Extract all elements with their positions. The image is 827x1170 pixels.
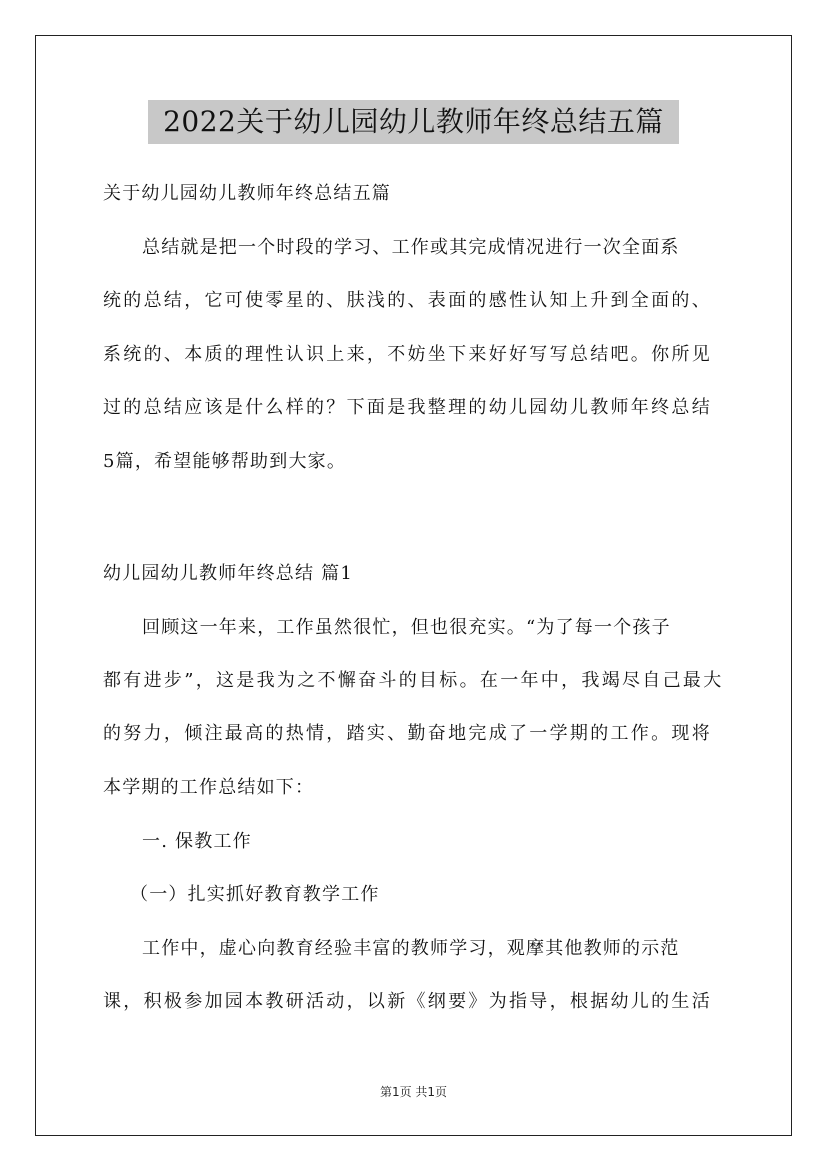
intro-line-3: 系统的、本质的理性认识上来，不妨坐下来好好写写总结吧。你所见 [103,344,712,365]
heading-baojiao: 一. 保教工作 [142,831,252,852]
intro-line-2: 统的总结，它可使零星的、肤浅的、表面的感性认知上升到全面的、 [103,290,712,311]
section-line-1: 回顾这一年来，工作虽然很忙，但也很充实。“为了每一个孩子 [142,617,671,638]
section-line-2: 都有进步”，这是我为之不懈奋斗的目标。在一年中，我竭尽自己最大 [103,670,724,691]
intro-line-1: 总结就是把一个时段的学习、工作或其完成情况进行一次全面系 [142,237,680,258]
heading-jiaoyu: （一）扎实抓好教育教学工作 [130,884,380,905]
section-line-3: 的努力，倾注最高的热情，踏实、勤奋地完成了一学期的工作。现将 [103,723,712,744]
document-title: 2022关于幼儿园幼儿教师年终总结五篇 [148,100,679,144]
section-line-4: 本学期的工作总结如下： [103,777,315,798]
page-footer: 第1页 共1页 [379,1085,448,1099]
subtitle: 关于幼儿园幼儿教师年终总结五篇 [103,183,391,204]
intro-line-5: 5篇，希望能够帮助到大家。 [103,451,347,472]
section-heading: 幼儿园幼儿教师年终总结 篇1 [103,563,353,584]
body-line-2: 课，积极参加园本教研活动，以新《纲要》为指导，根据幼儿的生活 [103,991,712,1012]
intro-line-4: 过的总结应该是什么样的？下面是我整理的幼儿园幼儿教师年终总结 [103,397,712,418]
body-line-1: 工作中，虚心向教育经验丰富的教师学习，观摩其他教师的示范 [142,938,680,959]
